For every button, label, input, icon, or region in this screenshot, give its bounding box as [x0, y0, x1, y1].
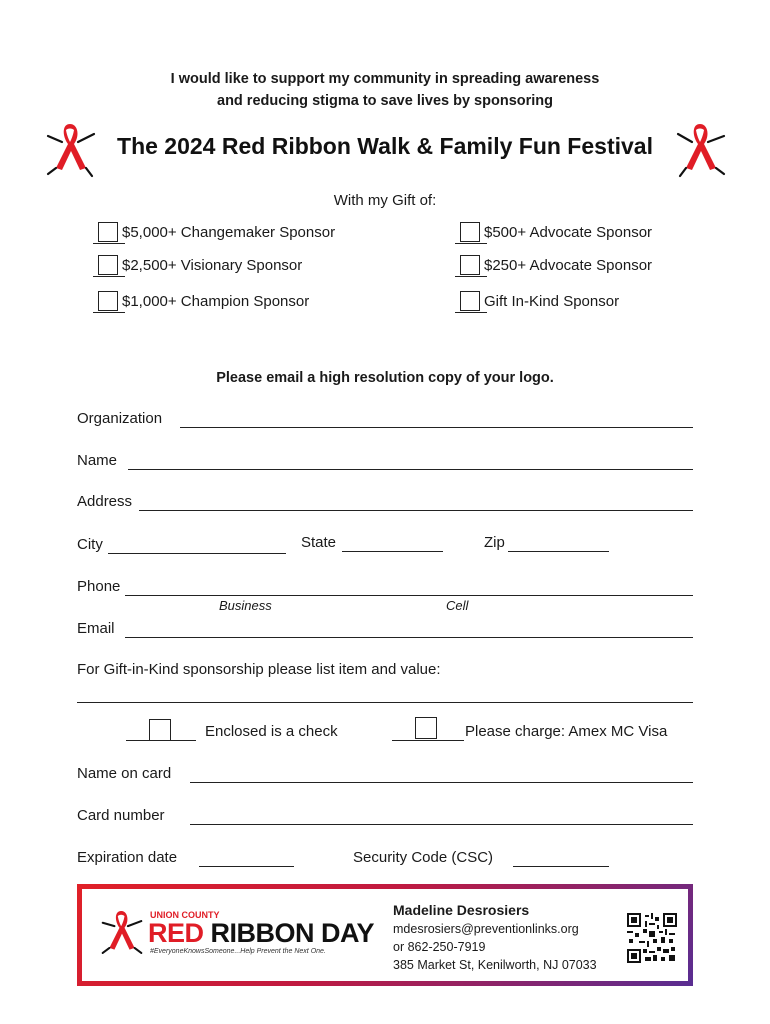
contact-email[interactable]: mdesrosiers@preventionlinks.org: [393, 922, 579, 936]
email-field[interactable]: [125, 637, 693, 638]
phone-label: Phone: [77, 578, 121, 595]
brand-title: [148, 918, 374, 949]
state-field[interactable]: [342, 551, 443, 552]
intro-line-2: and reducing stigma to save lives by sponsoring: [217, 93, 553, 109]
enclosed-check-checkbox[interactable]: [149, 719, 171, 741]
checkbox[interactable]: [460, 291, 480, 311]
gift-label: With my Gift of:: [333, 192, 437, 209]
option-label: $1,000+ Champion Sponsor: [122, 293, 310, 310]
organization-label: Organization: [77, 410, 163, 427]
security-code-label: Security Code (CSC): [353, 849, 494, 866]
email-label: Email: [77, 620, 115, 637]
checkbox[interactable]: [98, 255, 118, 275]
zip-label: Zip: [484, 534, 505, 551]
card-number-label: Card number: [77, 807, 165, 824]
city-label: City: [77, 536, 103, 553]
name-field[interactable]: [128, 469, 693, 470]
intro-line-1: I would like to support my community in spreading awareness: [170, 71, 600, 87]
brand-rest: RIBBON DAY: [203, 918, 375, 948]
option-changemaker[interactable]: [98, 222, 335, 242]
option-advocate-250[interactable]: [460, 255, 652, 275]
ribbon-logo-icon: [96, 904, 148, 960]
brand-red: RED: [148, 918, 204, 948]
option-label: $250+ Advocate Sponsor: [484, 257, 653, 274]
contact-address: 385 Market St, Kenilworth, NJ 07033: [393, 958, 597, 972]
business-sublabel: Business: [219, 598, 272, 613]
option-champion[interactable]: [98, 291, 309, 311]
logo-note: Please email a high resolution copy of your logo.: [216, 370, 554, 386]
address-label: Address: [77, 493, 133, 510]
qr-code-icon[interactable]: [627, 913, 677, 963]
gift-in-kind-label: For Gift-in-Kind sponsorship please list item and value:: [77, 661, 441, 678]
expiration-label: Expiration date: [77, 849, 178, 866]
cell-sublabel: Cell: [446, 598, 469, 613]
option-label: $500+ Advocate Sponsor: [484, 224, 653, 241]
address-field[interactable]: [139, 510, 693, 511]
city-field[interactable]: [108, 553, 286, 554]
option-label: Gift In-Kind Sponsor: [484, 293, 620, 310]
option-visionary[interactable]: [98, 255, 302, 275]
charge-line: [392, 740, 464, 741]
please-charge-checkbox[interactable]: [415, 717, 437, 739]
checkbox[interactable]: [460, 255, 480, 275]
security-code-field[interactable]: [513, 866, 609, 867]
zip-field[interactable]: [508, 551, 609, 552]
name-on-card-field[interactable]: [190, 782, 693, 783]
option-gift-in-kind[interactable]: [460, 291, 619, 311]
phone-field[interactable]: [125, 595, 693, 596]
page-title: The 2024 Red Ribbon Walk & Family Fun Festival: [117, 133, 653, 159]
name-on-card-label: Name on card: [77, 765, 172, 782]
name-label: Name: [77, 452, 118, 469]
brand-tagline: #EveryoneKnowsSomeone...Help Prevent the Next One.: [150, 948, 326, 955]
option-advocate-500[interactable]: [460, 222, 652, 242]
brand-county: UNION COUNTY: [150, 910, 220, 920]
organization-field[interactable]: [180, 427, 693, 428]
checkbox[interactable]: [98, 222, 118, 242]
checkbox[interactable]: [460, 222, 480, 242]
contact-phone: or 862-250-7919: [393, 940, 486, 954]
enclosed-check-label: Enclosed is a check: [205, 723, 338, 740]
checkbox[interactable]: [98, 291, 118, 311]
option-label: $5,000+ Changemaker Sponsor: [122, 224, 336, 241]
card-number-field[interactable]: [190, 824, 693, 825]
please-charge-label: Please charge: Amex MC Visa: [465, 723, 668, 740]
gift-in-kind-field[interactable]: [77, 702, 693, 703]
option-label: $2,500+ Visionary Sponsor: [122, 257, 303, 274]
contact-name: Madeline Desrosiers: [393, 902, 530, 918]
expiration-field[interactable]: [199, 866, 294, 867]
state-label: State: [301, 534, 337, 551]
